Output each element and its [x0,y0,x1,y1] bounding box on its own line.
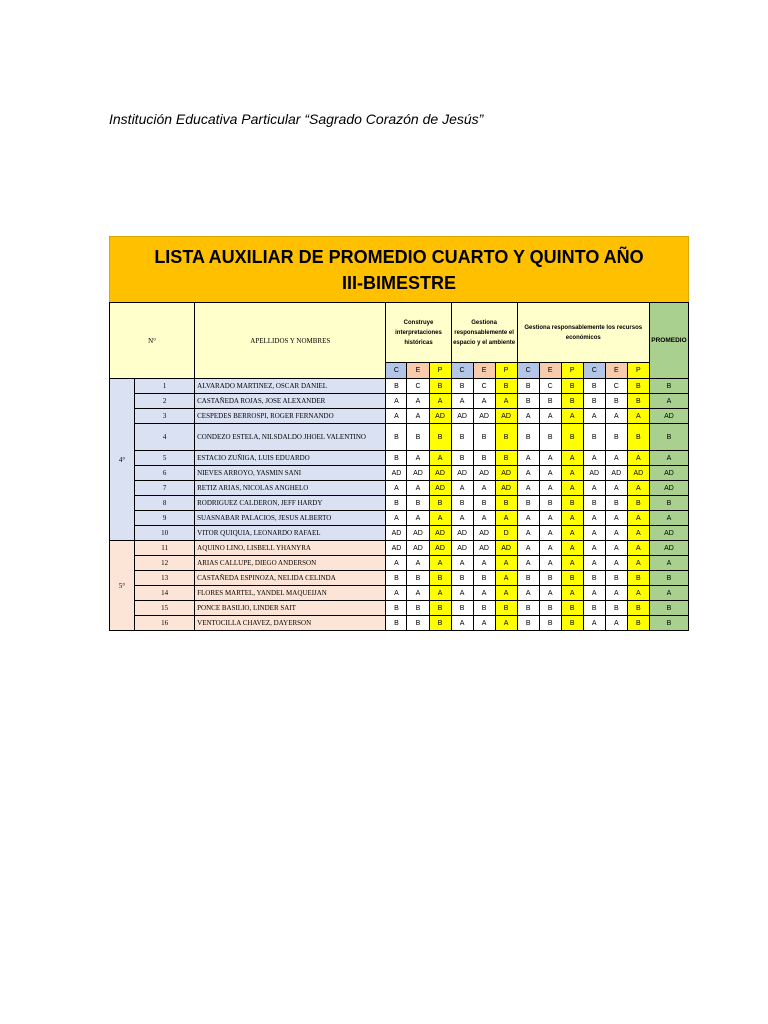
grade-cell: AD [429,466,451,481]
table-row [110,556,689,571]
grade-cell: A [386,481,407,496]
grade-cell: A [386,556,407,571]
grade-cell: A [429,394,451,409]
grade-cell: B [451,601,473,616]
grade-cell: B [473,451,495,466]
grade-cell: B [539,496,561,511]
grade-cell: B [561,601,583,616]
grade-cell: B [517,601,539,616]
promedio-cell: AD [649,481,688,496]
table-row [110,586,689,601]
table-row [110,481,689,496]
row-number: 14 [135,586,195,601]
grade-cell: B [386,424,407,451]
table-row [110,571,689,586]
student-name: RODRIGUEZ CALDERON, JEFF HARDY [195,496,386,511]
header-promedio: PROMEDIO [649,303,688,379]
grade-cell: B [407,496,429,511]
grade-cell: AD [605,466,627,481]
grade-cell: AD [451,526,473,541]
grade-cell: A [451,394,473,409]
grade-cell: AD [386,466,407,481]
grade-cell: A [495,616,517,631]
row-number: 5 [135,451,195,466]
grade-cell: A [561,526,583,541]
grade-cell: B [627,379,649,394]
grade-cell: A [495,511,517,526]
sub-header-e: E [473,363,495,379]
grade-cell: B [451,424,473,451]
grade-cell: A [627,511,649,526]
grade-cell: B [429,496,451,511]
grade-cell: A [627,586,649,601]
table-row [110,451,689,466]
sub-header-c: C [451,363,473,379]
table-row [110,409,689,424]
grade-cell: A [473,511,495,526]
grade-cell: B [627,424,649,451]
grade-level-cell: 5° [110,541,135,631]
row-number: 8 [135,496,195,511]
grade-cell: A [627,409,649,424]
grade-cell: AD [429,526,451,541]
grade-sheet [109,236,689,631]
title-line-2: III-BIMESTRE [341,272,456,293]
grade-cell: A [386,586,407,601]
grade-cell: B [386,496,407,511]
promedio-cell: B [649,496,688,511]
table-row [110,424,689,451]
student-name: CASTAÑEDA ESPINOZA, NELIDA CELINDA [195,571,386,586]
student-name: ALVARADO MARTINEZ, OSCAR DANIEL [195,379,386,394]
grade-cell: A [539,556,561,571]
grade-cell: B [473,496,495,511]
grade-cell: A [539,409,561,424]
grade-cell: A [517,481,539,496]
grade-cell: AD [451,466,473,481]
grade-cell: B [517,496,539,511]
grade-cell: AD [495,409,517,424]
grade-cell: A [473,586,495,601]
grade-cell: B [429,616,451,631]
grade-cell: A [539,586,561,601]
grade-cell: B [495,601,517,616]
grade-cell: A [429,451,451,466]
grade-cell: B [517,379,539,394]
grade-cell: A [539,466,561,481]
table-row [110,616,689,631]
grade-cell: A [605,409,627,424]
grade-cell: A [429,556,451,571]
grade-cell: A [495,556,517,571]
grade-cell: B [561,424,583,451]
grade-cell: B [583,394,605,409]
grade-cell: AD [407,541,429,556]
grade-cell: A [451,481,473,496]
grade-cell: A [539,526,561,541]
grade-cell: A [539,511,561,526]
sub-header-c: C [386,363,407,379]
grade-cell: B [495,424,517,451]
student-name: SUASNABAR PALACIOS, JESUS ALBERTO [195,511,386,526]
grade-cell: A [517,409,539,424]
student-name: ARIAS CALLUPE, DIEGO ANDERSON [195,556,386,571]
grade-cell: A [517,541,539,556]
grade-cell: C [473,379,495,394]
grade-cell: A [561,409,583,424]
sub-header-e: E [605,363,627,379]
grade-cell: A [517,511,539,526]
grade-cell: A [495,586,517,601]
student-name: ESTACIO ZUÑIGA, LUIS EDUARDO [195,451,386,466]
sub-header-p: P [429,363,451,379]
grade-cell: A [473,481,495,496]
grade-cell: A [407,511,429,526]
grade-cell: A [407,586,429,601]
grade-cell: A [583,409,605,424]
grade-cell: A [407,451,429,466]
grade-cell: A [561,586,583,601]
grade-cell: B [539,424,561,451]
grade-cell: A [451,586,473,601]
student-name: NIEVES ARROYO, YASMIN SANI [195,466,386,481]
institution-name: Institución Educativa Particular “Sagrado Corazón de Jesús” [109,111,484,127]
grade-cell: B [451,571,473,586]
grade-cell: AD [473,466,495,481]
promedio-cell: B [649,379,688,394]
row-number: 12 [135,556,195,571]
grade-cell: B [429,601,451,616]
grade-cell: B [517,616,539,631]
grade-cell: B [583,496,605,511]
grade-cell: B [539,394,561,409]
grade-cell: A [473,394,495,409]
grade-cell: B [386,601,407,616]
grade-cell: B [429,379,451,394]
grade-cell: B [627,394,649,409]
grade-cell: B [583,424,605,451]
student-name: PONCE BASILIO, LINDER SAIT [195,601,386,616]
grade-cell: A [429,586,451,601]
grade-cell: B [605,394,627,409]
grade-cell: B [539,571,561,586]
grade-cell: AD [386,541,407,556]
table-row [110,601,689,616]
grade-cell: A [583,586,605,601]
grade-cell: B [473,424,495,451]
grade-cell: A [539,451,561,466]
grade-cell: A [583,526,605,541]
student-name: CONDEZO ESTELA, NILSDALDO JHOEL VALENTINO [195,424,386,451]
grades-body [110,379,689,631]
grade-cell: B [605,424,627,451]
grade-cell: A [386,511,407,526]
grade-cell: B [451,379,473,394]
grade-cell: B [561,394,583,409]
grade-cell: A [561,451,583,466]
grade-cell: B [627,601,649,616]
grade-cell: A [517,526,539,541]
grade-cell: A [495,394,517,409]
promedio-cell: AD [649,409,688,424]
row-number: 13 [135,571,195,586]
grade-cell: B [407,571,429,586]
grade-cell: B [473,601,495,616]
grade-cell: B [407,424,429,451]
promedio-cell: AD [649,541,688,556]
grade-cell: AD [495,466,517,481]
row-number: 15 [135,601,195,616]
student-name: CESPEDES BERROSPI, ROGER FERNANDO [195,409,386,424]
grade-cell: A [561,466,583,481]
grade-cell: A [539,541,561,556]
grade-cell: A [517,451,539,466]
promedio-cell: A [649,451,688,466]
header-competency-3: Gestiona responsablemente los recursos económicos [517,303,649,363]
grade-cell: B [561,616,583,631]
grade-cell: A [583,616,605,631]
sub-header-c: C [517,363,539,379]
grade-cell: B [451,496,473,511]
grade-cell: A [605,541,627,556]
grade-cell: B [429,424,451,451]
grade-cell: A [451,556,473,571]
grade-cell: A [451,511,473,526]
grade-cell: A [627,526,649,541]
grade-cell: A [561,481,583,496]
grade-cell: A [429,511,451,526]
grade-cell: A [605,451,627,466]
grade-cell: AD [583,466,605,481]
promedio-cell: AD [649,466,688,481]
grade-cell: AD [429,409,451,424]
sub-header-e: E [407,363,429,379]
grade-cell: A [605,481,627,496]
grade-cell: A [407,556,429,571]
grade-cell: B [386,379,407,394]
grade-cell: A [583,541,605,556]
sub-header-p: P [561,363,583,379]
grade-cell: B [429,571,451,586]
grade-cell: AD [495,481,517,496]
sub-header-e: E [539,363,561,379]
row-number: 6 [135,466,195,481]
header-competency-2: Gestiona responsablemente el espacio y el ambiente [451,303,517,363]
promedio-cell: A [649,394,688,409]
grade-cell: B [407,601,429,616]
grade-cell: A [605,556,627,571]
grade-cell: A [583,481,605,496]
grade-cell: B [495,451,517,466]
grades-table [109,302,689,631]
promedio-cell: B [649,571,688,586]
grade-cell: B [495,379,517,394]
grade-cell: B [627,571,649,586]
grade-cell: B [583,601,605,616]
grade-cell: AD [495,541,517,556]
grade-cell: B [605,496,627,511]
grade-cell: AD [473,541,495,556]
grade-cell: B [386,571,407,586]
row-number: 9 [135,511,195,526]
row-number: 4 [135,424,195,451]
grade-level-cell: 4° [110,379,135,541]
grade-cell: B [539,601,561,616]
row-number: 16 [135,616,195,631]
grade-cell: B [473,571,495,586]
grade-cell: B [627,496,649,511]
header-number: N° [110,303,195,379]
grade-cell: A [407,394,429,409]
grade-cell: B [386,616,407,631]
grade-cell: A [473,616,495,631]
table-row [110,541,689,556]
sub-header-p: P [627,363,649,379]
header-names: APELLIDOS Y NOMBRES [195,303,386,379]
grade-cell: AD [429,541,451,556]
grade-cell: A [407,409,429,424]
grade-cell: A [517,556,539,571]
grade-cell: A [539,481,561,496]
grade-cell: A [451,616,473,631]
row-number: 11 [135,541,195,556]
promedio-cell: A [649,586,688,601]
promedio-cell: B [649,616,688,631]
grade-cell: A [605,526,627,541]
grade-cell: B [583,571,605,586]
grade-cell: A [627,451,649,466]
grade-cell: A [517,466,539,481]
grade-cell: A [561,556,583,571]
title-line-1: LISTA AUXILIAR DE PROMEDIO CUARTO Y QUINTO AÑO [154,246,644,267]
grade-cell: B [539,616,561,631]
grade-cell: B [561,571,583,586]
grade-cell: A [627,481,649,496]
grade-cell: AD [451,541,473,556]
grade-cell: A [386,409,407,424]
grade-cell: A [605,511,627,526]
grade-cell: A [627,541,649,556]
grade-cell: AD [473,526,495,541]
grade-cell: A [561,511,583,526]
grade-cell: C [539,379,561,394]
student-name: AQUINO LINO, LISBELL YHANYRA [195,541,386,556]
student-name: VENTOCILLA CHAVEZ, DAYERSON [195,616,386,631]
table-row [110,466,689,481]
grade-cell: AD [473,409,495,424]
table-row [110,511,689,526]
promedio-cell: A [649,556,688,571]
grade-cell: B [605,571,627,586]
grade-cell: A [583,556,605,571]
grade-cell: A [561,541,583,556]
row-number: 3 [135,409,195,424]
table-row [110,526,689,541]
grade-cell: B [451,451,473,466]
grade-cell: A [517,586,539,601]
promedio-cell: B [649,424,688,451]
grade-cell: A [386,394,407,409]
grade-cell: A [407,481,429,496]
sub-header-c: C [583,363,605,379]
table-row [110,394,689,409]
grade-cell: A [627,556,649,571]
grade-cell: AD [451,409,473,424]
promedio-cell: A [649,511,688,526]
row-number: 10 [135,526,195,541]
row-number: 7 [135,481,195,496]
grade-cell: B [583,379,605,394]
student-name: FLORES MARTEL, YANDEL MAQUEIJAN [195,586,386,601]
grade-cell: B [517,394,539,409]
grade-cell: A [583,511,605,526]
title-banner [109,236,689,302]
table-row [110,379,689,394]
row-number: 2 [135,394,195,409]
student-name: VITOR QUIQUIA, LEONARDO RAFAEL [195,526,386,541]
grade-cell: B [561,379,583,394]
table-row [110,496,689,511]
grade-cell: B [407,616,429,631]
student-name: RETIZ ARIAS, NICOLAS ANGHELO [195,481,386,496]
grade-cell: AD [386,526,407,541]
grade-cell: B [517,424,539,451]
promedio-cell: B [649,601,688,616]
grade-cell: A [605,616,627,631]
promedio-cell: AD [649,526,688,541]
grade-cell: B [517,571,539,586]
student-name: CASTAÑEDA ROJAS, JOSE ALEXANDER [195,394,386,409]
grade-cell: AD [407,466,429,481]
grade-cell: A [605,586,627,601]
grade-cell: C [605,379,627,394]
grade-cell: B [627,616,649,631]
sub-header-p: P [495,363,517,379]
grade-cell: A [583,451,605,466]
grade-cell: B [386,451,407,466]
grade-cell: A [495,571,517,586]
row-number: 1 [135,379,195,394]
grade-cell: AD [429,481,451,496]
grade-cell: B [605,601,627,616]
grade-cell: C [407,379,429,394]
grade-cell: AD [407,526,429,541]
grade-cell: B [561,496,583,511]
grade-cell: B [495,496,517,511]
header-competency-1: Construye interpretaciones históricas [386,303,451,363]
grade-cell: AD [627,466,649,481]
grade-cell: A [473,556,495,571]
grade-cell: D [495,526,517,541]
